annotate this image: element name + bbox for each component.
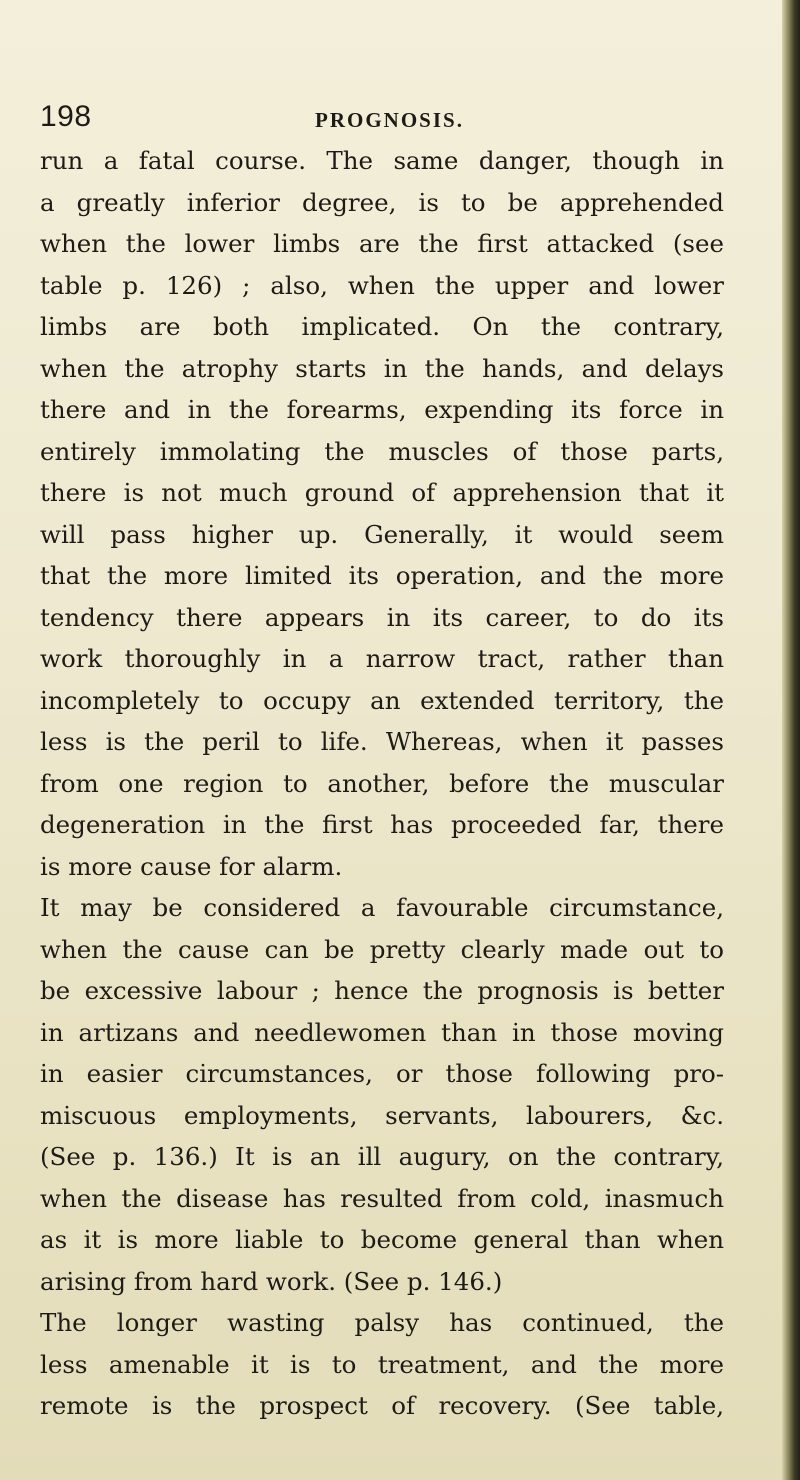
text-line: in artizans and needlewomen than in those moving	[40, 1017, 724, 1047]
text-line: degeneration in the first has proceeded far, there	[40, 810, 724, 839]
text-line: a greatly inferior degree, is to be apprehended	[40, 187, 724, 217]
text-line: work thoroughly in a narrow tract, rather than	[40, 644, 724, 673]
page-number: 198	[40, 100, 92, 133]
text-line: from one region to another, before the muscular	[40, 768, 724, 798]
text-line: (See p. 136.) It is an ill augury, on the contrary,	[40, 1142, 724, 1171]
text-line: as it is more liable to become general than when	[40, 1225, 724, 1254]
text-line: less amenable it is to treatment, and the more	[40, 1349, 724, 1379]
text-line: in easier circumstances, or those following pro-	[40, 1059, 724, 1088]
paragraph-start-line: The longer wasting palsy has continued, the	[40, 1308, 724, 1337]
running-head	[40, 100, 680, 140]
text-line: is more cause for alarm.	[40, 851, 343, 881]
text-line: less is the peril to life. Whereas, when it passes	[40, 727, 724, 756]
text-line: miscuous employments, servants, labourers, &c.	[40, 1100, 724, 1130]
text-line: tendency there appears in its career, to do its	[40, 602, 724, 632]
text-line: arising from hard work. (See p. 146.)	[40, 1266, 503, 1296]
text-line: will pass higher up. Generally, it would seem	[40, 519, 724, 549]
text-line: be excessive labour ; hence the prognosis is better	[40, 976, 724, 1005]
text-line: there is not much ground of apprehension that it	[40, 478, 724, 507]
text-line: when the cause can be pretty clearly made out to	[40, 934, 724, 964]
text-line: limbs are both implicated. On the contrary,	[40, 312, 724, 341]
text-line: that the more limited its operation, and the more	[40, 561, 724, 590]
text-line: when the atrophy starts in the hands, and delays	[40, 353, 724, 383]
text-line: entirely immolating the muscles of those parts,	[40, 436, 724, 466]
body-text	[40, 140, 724, 1427]
section-title: PROGNOSIS.	[315, 108, 464, 132]
text-line: there and in the forearms, expending its force in	[40, 395, 724, 424]
paragraph-start-line: It may be considered a favourable circumstance,	[40, 893, 724, 922]
text-line: run a fatal course. The same danger, though in	[40, 146, 724, 175]
text-line: table p. 126) ; also, when the upper and lower	[40, 270, 724, 300]
text-line: incompletely to occupy an extended territory, the	[40, 685, 724, 715]
page-edge-shadow	[782, 0, 800, 1480]
text-line: when the lower limbs are the first attacked (see	[40, 229, 724, 258]
text-line: remote is the prospect of recovery. (See table,	[40, 1391, 724, 1420]
text-line: when the disease has resulted from cold, inasmuch	[40, 1183, 724, 1213]
